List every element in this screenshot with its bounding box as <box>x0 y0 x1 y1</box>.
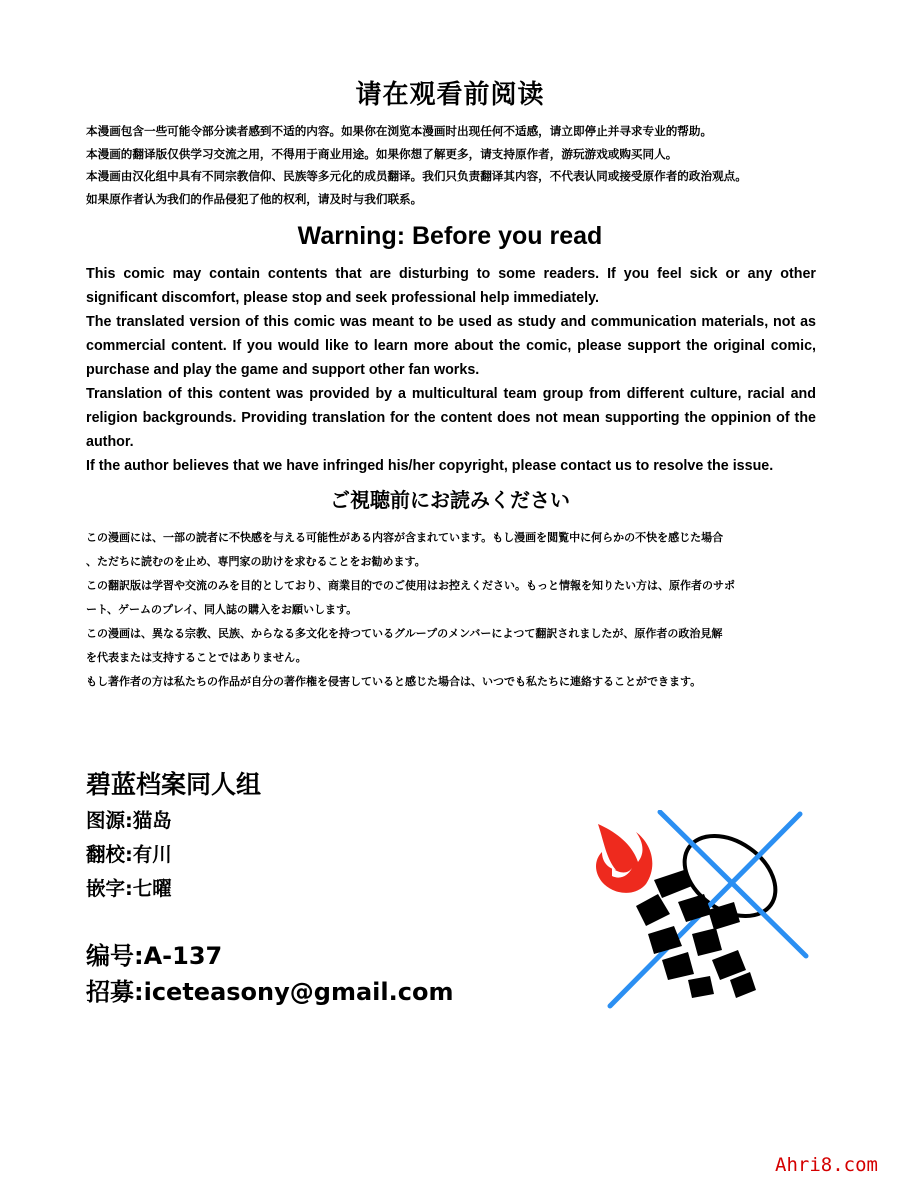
group-name: 碧蓝档案同人组 <box>86 770 262 799</box>
english-warning-paragraph: If the author believes that we have infringed his/her copyright, please contact us to resolve the issue. <box>86 458 774 474</box>
spacer <box>86 906 453 938</box>
english-warning-paragraph: Translation of this content was provided by a multicultural team group from different culture, racial and religion backgrounds. Providing translation for the content does not mean supporting the oppinion of the author. <box>86 386 816 450</box>
chinese-warning-line: 本漫画包含一些可能令部分读者感到不适的内容。如果你在浏览本漫画时出现任何不适感，请立即停止并寻求专业的帮助。 <box>86 124 713 138</box>
chinese-warning-line: 本漫画的翻译版仅供学习交流之用，不得用于商业用途。如果你想了解更多，请支持原作者，游玩游戏或购买同人。 <box>86 146 678 161</box>
credit-proofread: 翻校:有川 <box>86 843 172 866</box>
chinese-warning-title: 请在观看前阅读 <box>355 80 545 110</box>
japanese-warning-line: もし著作者の方は私たちの作品が自分の著作権を侵害していると感じた場合は、いつでも私たちに連絡することができます。 <box>86 675 702 688</box>
english-warning-title: Warning: Before you read <box>297 222 603 250</box>
japanese-warning-line: ート、ゲームのプレイ、同人誌の購入をお願いします。 <box>86 603 358 616</box>
japanese-warning-text <box>86 526 820 694</box>
credits-block <box>86 766 453 1010</box>
release-number: 编号:A-137 <box>86 942 223 970</box>
japanese-warning-line: を代表または支持することではありません。 <box>86 651 307 664</box>
english-warning-text <box>86 262 816 478</box>
japanese-warning-line: 、ただちに読むのを止め、専門家の助けを求むることをお勧めます。 <box>86 555 426 568</box>
japanese-warning-title: ご視聴前にお読みください <box>330 488 570 512</box>
chinese-warning-text <box>86 120 826 210</box>
site-watermark: Ahri8.com <box>775 1154 878 1176</box>
credit-typeset: 嵌字:七曜 <box>86 877 172 900</box>
recruit-contact: 招募:iceteasony@gmail.com <box>86 978 454 1006</box>
english-warning-paragraph: This comic may contain contents that are disturbing to some readers. If you feel sick or any other significant discomfort, please stop and seek professional help immediately. <box>86 266 816 306</box>
crossed-lines-flame-logo-icon <box>588 810 810 1010</box>
flame <box>596 824 652 893</box>
japanese-warning-line: この漫画には、一部の読者に不快感を与える可能性がある内容が含まれています。もし漫画を閲覧中に何らかの不快を感じた場合 <box>86 531 724 544</box>
japanese-warning-line: この翻訳版は学習や交流のみを目的としており、商業目的でのご使用はお控えください。もっと情報を知りたい方は、原作者のサポ <box>86 579 735 592</box>
english-warning-paragraph: The translated version of this comic was meant to be used as study and communication materials, not as commercial content. If you would like to learn more about the comic, please support the original comic, purchase and play the game and support other fan works. <box>86 314 816 378</box>
credit-source: 图源:猫岛 <box>86 809 172 832</box>
chinese-warning-line: 本漫画由汉化组中具有不同宗教信仰、民族等多元化的成员翻译。我们只负责翻译其内容，不代表认同或接受原作者的政治观点。 <box>86 169 747 183</box>
japanese-warning-line: この漫画は、異なる宗教、民族、からなる多文化を持つているグループのメンバーによつて翻訳されましたが、原作者の政治見解 <box>86 627 723 640</box>
chinese-warning-line: 如果原作者认为我们的作品侵犯了他的权利，请及时与我们联系。 <box>86 191 423 206</box>
